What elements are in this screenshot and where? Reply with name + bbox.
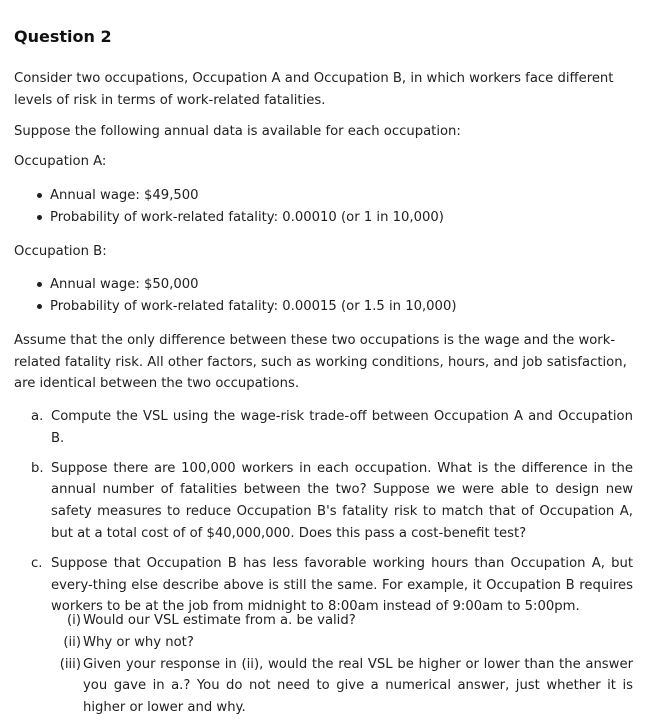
subpart-ii-text: Why or why not? bbox=[83, 634, 194, 650]
occupation-a-list bbox=[14, 185, 633, 228]
part-a-marker: a. bbox=[31, 409, 44, 424]
part-a bbox=[14, 406, 633, 450]
subpart-iii-marker: (iii) bbox=[59, 656, 81, 672]
subpart-ii-marker: (ii) bbox=[63, 634, 81, 650]
data-intro-paragraph: Suppose the following annual data is available for each occupation: bbox=[14, 124, 461, 139]
occupation-a-wage: Annual wage: $49,500 bbox=[14, 185, 633, 207]
intro-paragraph: Consider two occupations, Occupation A and Occupation B, in which workers face different levels of risk in terms of work-related fatalities. bbox=[14, 71, 614, 108]
part-c bbox=[14, 553, 633, 618]
occupation-b-risk: Probability of work-related fatality: 0.00015 (or 1.5 in 10,000) bbox=[14, 296, 633, 318]
subpart-iii bbox=[14, 654, 633, 719]
subpart-iii-text: Given your response in (ii), would the real VSL be higher or lower than the answer you gave in a.? You do not need to give a numerical answer, just whether it is higher or lower and why. bbox=[83, 656, 633, 716]
subpart-i-marker: (i) bbox=[67, 613, 81, 628]
part-b-marker: b. bbox=[31, 460, 44, 476]
subpart-i-text: Would our VSL estimate from a. be valid? bbox=[83, 613, 356, 628]
part-a-text: Compute the VSL using the wage-risk trade-off between Occupation A and Occupation B. bbox=[51, 409, 633, 446]
part-c-marker: c. bbox=[31, 555, 43, 571]
assumption-paragraph: Assume that the only difference between these two occupations is the wage and the work-related fatality risk. All other factors, such as working conditions, hours, and job satisfaction, are identical between the two occupations. bbox=[14, 333, 627, 391]
occupation-a-heading: Occupation A: bbox=[14, 154, 107, 169]
subpart-ii bbox=[14, 632, 633, 654]
occupation-a-risk: Probability of work-related fatality: 0.00010 (or 1 in 10,000) bbox=[14, 207, 633, 229]
question-parts bbox=[14, 406, 633, 618]
part-b-text: Suppose there are 100,000 workers in each occupation. What is the difference in the annual number of fatalities between the two? Suppose we were able to design new safety measures to reduce Occupation B's fatality risk to match that of Occupation A, but at a total cost of of $40,000,000. Does this pass a cost-benefit test? bbox=[51, 460, 633, 541]
occupation-b-heading: Occupation B: bbox=[14, 244, 107, 259]
part-c-text: Suppose that Occupation B has less favorable working hours than Occupation A, but every-thing else describe above is still the same. For example, it Occupation B requires workers to be at the job from midnight to 8:00am instead of 9:00am to 5:00pm. bbox=[51, 555, 633, 615]
part-c-subparts bbox=[14, 610, 633, 719]
subpart-i bbox=[14, 610, 633, 632]
question-title: Question 2 bbox=[14, 27, 112, 46]
occupation-b-list bbox=[14, 274, 633, 317]
occupation-b-wage: Annual wage: $50,000 bbox=[14, 274, 633, 296]
part-b bbox=[14, 458, 633, 545]
